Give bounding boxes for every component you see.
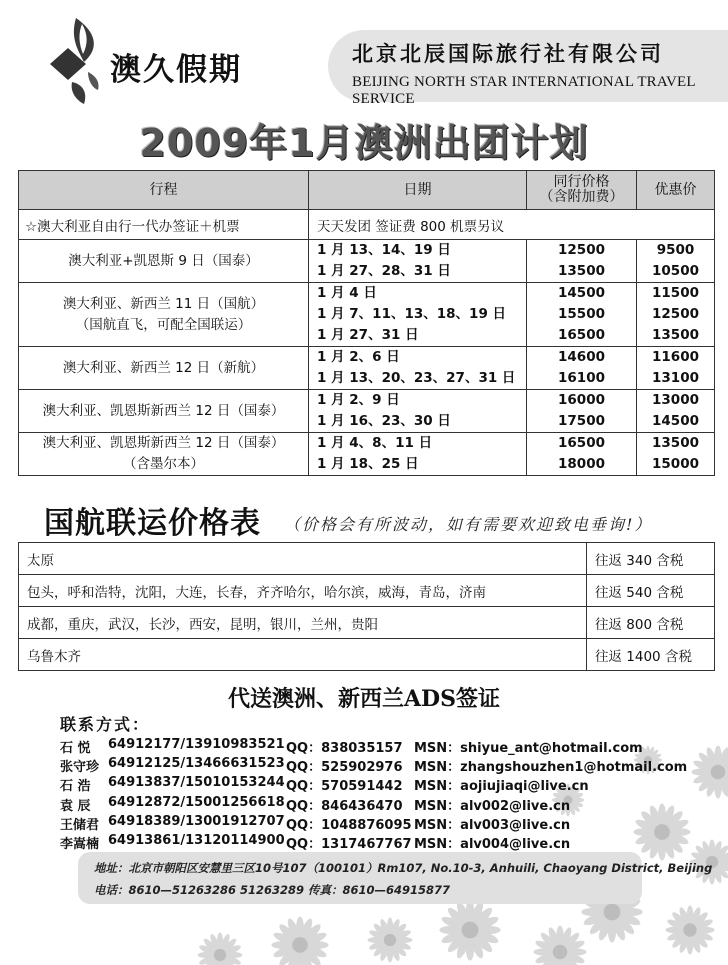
contact-qq: QQ：525902976 bbox=[286, 760, 403, 775]
contact-msn: MSN：alv004@live.cn bbox=[414, 837, 571, 852]
promo-price-line: 12500 bbox=[652, 306, 699, 322]
tour-route bbox=[19, 390, 309, 433]
contact-phone: 64913837/15010153244 bbox=[108, 775, 285, 790]
promo-price-line: 14500 bbox=[652, 413, 699, 429]
fare-section-note: （价格会有所波动，如有需要欢迎致电垂询!） bbox=[284, 515, 653, 534]
agent-price-line: 16500 bbox=[558, 435, 605, 451]
agent-price bbox=[527, 390, 637, 433]
promo-price-line: 13500 bbox=[652, 327, 699, 343]
fare-price: 往返 340 含税 bbox=[587, 543, 715, 575]
table-row bbox=[19, 347, 715, 390]
agent-price-line: 12500 bbox=[558, 242, 605, 258]
agent-price-line: 14500 bbox=[558, 285, 605, 301]
agent-price-line: 13500 bbox=[558, 263, 605, 279]
tour-route-line: 澳大利亚、新西兰 11 日（国航） bbox=[62, 295, 265, 312]
contact-qq: QQ：1048876095 bbox=[286, 818, 412, 833]
contact-row bbox=[60, 775, 620, 795]
fare-row bbox=[19, 575, 715, 607]
promo-price bbox=[637, 240, 715, 283]
tour-route bbox=[19, 283, 309, 347]
table-header-row bbox=[19, 171, 715, 210]
agent-price-line: 15500 bbox=[558, 306, 605, 322]
tour-dates-line: 1 月 27、31 日 bbox=[317, 327, 419, 343]
flower-icon bbox=[198, 933, 243, 965]
page-title: 2009年1月澳洲出团计划 bbox=[139, 121, 589, 165]
tour-route-line: 澳大利亚、凯恩斯新西兰 12 日（国泰） bbox=[42, 402, 285, 419]
tour-dates-line: 1 月 2、9 日 bbox=[317, 392, 400, 408]
fare-price: 往返 540 含税 bbox=[587, 575, 715, 607]
flower-icon bbox=[439, 899, 500, 960]
fare-price: 往返 1400 含税 bbox=[587, 639, 715, 671]
free-tour-route: ☆澳大利亚自由行一代办签证＋机票 bbox=[19, 210, 309, 240]
table-row bbox=[19, 283, 715, 347]
promo-price bbox=[637, 390, 715, 433]
logo-text: 澳久假期 bbox=[110, 52, 242, 88]
header-promo-price: 优惠价 bbox=[637, 171, 715, 210]
agent-price-line: 16000 bbox=[558, 392, 605, 408]
contact-msn: MSN：aojiujiaqi@live.cn bbox=[414, 779, 589, 794]
fare-table bbox=[18, 542, 715, 671]
contact-phone: 64913861/13120114900 bbox=[108, 833, 285, 848]
contact-row bbox=[60, 814, 620, 834]
logo-icon bbox=[48, 18, 110, 110]
flower-icon bbox=[633, 803, 690, 860]
contact-qq: QQ：570591442 bbox=[286, 779, 403, 794]
agent-price-line: 16100 bbox=[558, 370, 605, 386]
contact-row bbox=[60, 756, 688, 776]
flower-icon bbox=[533, 925, 586, 965]
contact-phone: 64912125/13466631523 bbox=[108, 756, 285, 771]
contact-row bbox=[60, 737, 643, 757]
contact-qq: QQ：1317467767 bbox=[286, 837, 412, 852]
promo-price bbox=[637, 347, 715, 390]
agent-price-line: 16500 bbox=[558, 327, 605, 343]
tour-route bbox=[19, 347, 309, 390]
agent-price-line: 18000 bbox=[558, 456, 605, 472]
tour-route-line: 澳大利亚、凯恩斯新西兰 12 日（国泰） bbox=[42, 435, 285, 451]
contact-phone: 64912872/15001256618 bbox=[108, 795, 285, 810]
promo-price bbox=[637, 433, 715, 476]
header-agent-price bbox=[527, 171, 637, 210]
tour-dates-line: 1 月 16、23、30 日 bbox=[317, 413, 451, 429]
footer-address: 地址：北京市朝阳区安慧里三区10号107（100101）Rm107, No.10-3, Anhuili, Chaoyang District, Beijing bbox=[94, 861, 713, 875]
agency-name-en: BEIJING NORTH STAR INTERNATIONAL TRAVEL SERVICE bbox=[352, 74, 696, 107]
contact-name: 石 悦 bbox=[60, 741, 91, 756]
table-row bbox=[19, 210, 715, 240]
agent-price bbox=[527, 283, 637, 347]
flower-icon bbox=[691, 745, 728, 798]
agency-name-cn: 北京北辰国际旅行社有限公司 bbox=[352, 42, 664, 66]
contact-qq: QQ：838035157 bbox=[286, 741, 403, 756]
flower-icon bbox=[368, 918, 413, 963]
tour-dates bbox=[309, 433, 527, 476]
flower-icon bbox=[666, 906, 715, 955]
tour-dates-line: 1 月 4 日 bbox=[317, 285, 377, 301]
header-agent-price-line2: （含附加费） bbox=[539, 189, 624, 205]
table-row bbox=[19, 433, 715, 476]
agent-price bbox=[527, 240, 637, 283]
footer-phone-fax: 电话：8610—51263286 51263289 传真：8610—64915877 bbox=[94, 883, 451, 897]
agent-price-line: 17500 bbox=[558, 413, 605, 429]
header-agent-price-line1: 同行价格 bbox=[553, 174, 610, 190]
contact-phone: 64912177/13910983521 bbox=[108, 737, 285, 752]
contact-row bbox=[60, 833, 620, 853]
contact-msn: MSN：alv002@live.cn bbox=[414, 799, 571, 814]
tour-dates bbox=[309, 347, 527, 390]
contact-qq: QQ：846436470 bbox=[286, 799, 403, 814]
contact-name: 李嵩楠 bbox=[60, 837, 100, 852]
contact-msn: MSN：alv003@live.cn bbox=[414, 818, 571, 833]
agent-price-line: 14600 bbox=[558, 349, 605, 365]
tour-dates-line: 1 月 2、6 日 bbox=[317, 349, 400, 365]
contact-name: 石 浩 bbox=[60, 779, 91, 794]
tour-dates bbox=[309, 283, 527, 347]
header-route: 行程 bbox=[19, 171, 309, 210]
tour-dates-line: 1 月 27、28、31 日 bbox=[317, 263, 451, 279]
tour-route bbox=[19, 433, 309, 476]
tour-route bbox=[19, 240, 309, 283]
tour-route-line: （国航直飞，可配全国联运） bbox=[75, 316, 252, 333]
promo-price-line: 11600 bbox=[652, 349, 699, 365]
contact-name: 袁 辰 bbox=[60, 799, 91, 814]
fare-row bbox=[19, 543, 715, 575]
tour-dates-line: 1 月 13、20、23、27、31 日 bbox=[317, 370, 516, 386]
tour-schedule-table bbox=[18, 170, 715, 476]
promo-price-line: 15000 bbox=[652, 456, 699, 472]
tour-dates-line: 1 月 4、8、11 日 bbox=[317, 435, 433, 451]
tour-dates-line: 1 月 13、14、19 日 bbox=[317, 242, 451, 258]
flower-icon bbox=[271, 916, 328, 965]
agent-price bbox=[527, 433, 637, 476]
tour-dates bbox=[309, 390, 527, 433]
contact-msn: MSN：zhangshouzhen1@hotmail.com bbox=[414, 760, 688, 775]
fare-row bbox=[19, 639, 715, 671]
promo-price-line: 11500 bbox=[652, 285, 699, 301]
table-row bbox=[19, 390, 715, 433]
ads-visa-banner: 代送澳洲、新西兰ADS签证 bbox=[227, 686, 501, 712]
promo-price-line: 13100 bbox=[652, 370, 699, 386]
contact-msn: MSN：shiyue_ant@hotmail.com bbox=[414, 741, 643, 756]
contact-phone: 64918389/13001912707 bbox=[108, 814, 285, 829]
fare-cities: 太原 bbox=[19, 543, 587, 575]
free-tour-note: 天天发团 签证费 800 机票另议 bbox=[309, 210, 715, 240]
contact-name: 王储君 bbox=[60, 818, 100, 833]
contact-name: 张守珍 bbox=[60, 760, 100, 775]
tour-dates-line: 1 月 18、25 日 bbox=[317, 456, 419, 472]
fare-section-title: 国航联运价格表 bbox=[44, 506, 261, 541]
promo-price-line: 9500 bbox=[656, 242, 695, 258]
table-row bbox=[19, 240, 715, 283]
contacts-label: 联系方式： bbox=[60, 715, 151, 734]
tour-route-line: （含墨尔本） bbox=[123, 456, 204, 472]
tour-route-line: 澳大利亚、新西兰 12 日（新航） bbox=[62, 359, 265, 376]
tour-route-line: 澳大利亚+凯恩斯 9 日（国泰） bbox=[68, 252, 259, 269]
promo-price-line: 10500 bbox=[652, 263, 699, 279]
tour-dates-line: 1 月 7、11、13、18、19 日 bbox=[317, 306, 507, 322]
fare-price: 往返 800 含税 bbox=[587, 607, 715, 639]
header-dates: 日期 bbox=[309, 171, 527, 210]
fare-cities: 包头，呼和浩特，沈阳，大连，长春，齐齐哈尔，哈尔滨，威海，青岛，济南 bbox=[19, 575, 587, 607]
promo-price-line: 13000 bbox=[652, 392, 699, 408]
fare-cities: 乌鲁木齐 bbox=[19, 639, 587, 671]
agent-price bbox=[527, 347, 637, 390]
promo-price-line: 13500 bbox=[652, 435, 699, 451]
fare-row bbox=[19, 607, 715, 639]
promo-price bbox=[637, 283, 715, 347]
contact-row bbox=[60, 795, 620, 815]
tour-dates bbox=[309, 240, 527, 283]
fare-cities: 成都，重庆，武汉，长沙，西安，昆明，银川，兰州，贵阳 bbox=[19, 607, 587, 639]
